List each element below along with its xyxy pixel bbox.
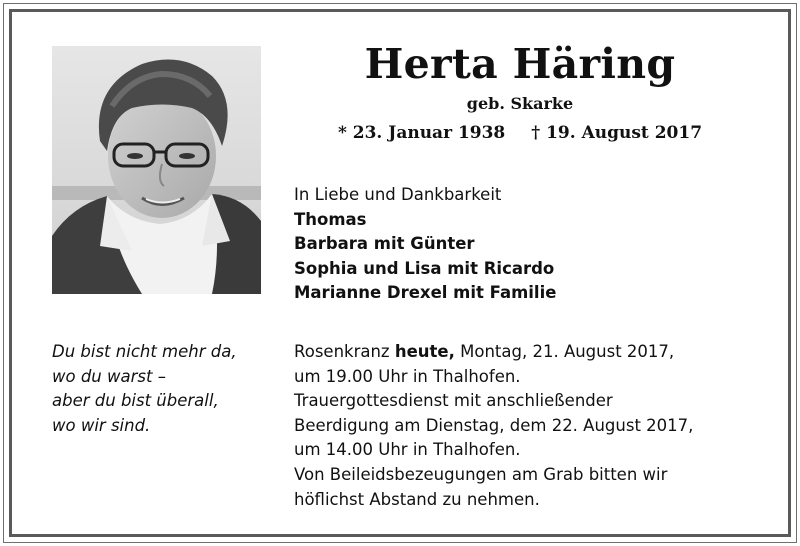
portrait-image [52, 46, 261, 294]
poem-line: wo du warst – [52, 366, 166, 386]
announcement-line: höflichst Abstand zu nehmen. [294, 489, 540, 509]
announcement-line: um 19.00 Uhr in Thalhofen. [294, 366, 521, 386]
memorial-poem [52, 340, 282, 438]
announcement-line: um 14.00 Uhr in Thalhofen. [294, 440, 521, 460]
mourner-name: Thomas [294, 209, 367, 229]
birth-date: * 23. Januar 1938 [337, 123, 506, 143]
death-date: † 19. August 2017 [531, 123, 703, 143]
mourner-name: Sophia und Lisa mit Ricardo [294, 258, 555, 278]
birth-name: geb. Skarke [466, 94, 574, 113]
deceased-name: Herta Häring [364, 40, 676, 88]
mourner-name: Marianne Drexel mit Familie [294, 283, 557, 303]
rosary-prefix: Rosenkranz [294, 342, 395, 361]
rosary-emphasis: heute, [394, 342, 455, 361]
poem-line: wo wir sind. [52, 415, 151, 435]
mourners-block [294, 183, 754, 306]
rosary-line [294, 340, 764, 365]
mourners-intro: In Liebe und Dankbarkeit [294, 185, 502, 204]
announcement-line: Trauergottesdienst mit anschließender [294, 391, 613, 411]
announcement-line: Von Beileidsbezeugungen am Grab bitten wir [294, 464, 668, 484]
rosary-suffix: Montag, 21. August 2017, [454, 342, 675, 361]
poem-line: Du bist nicht mehr da, [52, 342, 237, 361]
life-dates [300, 122, 740, 144]
portrait-photo [52, 46, 261, 294]
announcement-line: Beerdigung am Dienstag, dem 22. August 2017, [294, 415, 694, 435]
mourner-name: Barbara mit Günter [294, 234, 475, 254]
poem-line: aber du bist überall, [52, 391, 219, 411]
funeral-announcement [294, 340, 764, 512]
